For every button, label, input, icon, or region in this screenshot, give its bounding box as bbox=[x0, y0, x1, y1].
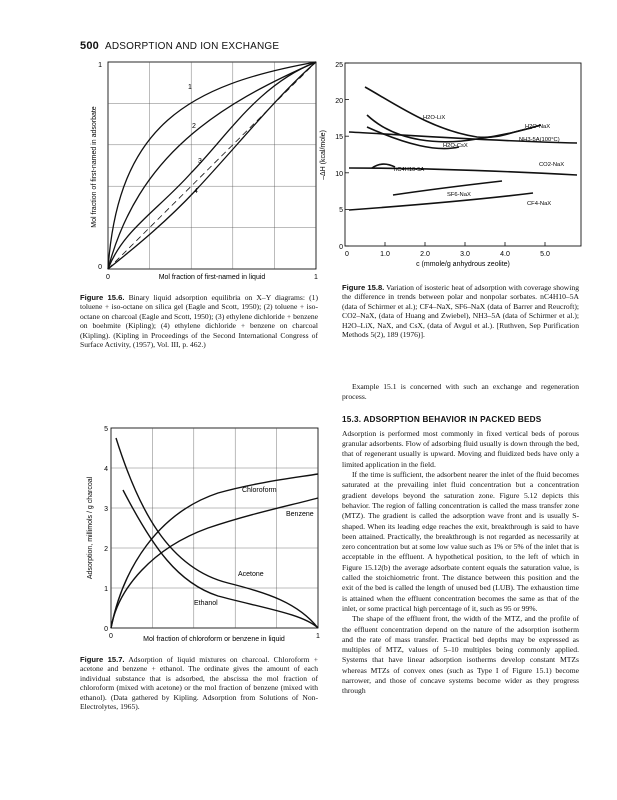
y-tick-20: 20 bbox=[335, 98, 343, 105]
curve-co2-nax bbox=[349, 168, 577, 175]
y-tick-2: 2 bbox=[104, 546, 108, 553]
label-sf6-nax: SF6-NaX bbox=[447, 192, 471, 198]
y-tick-3: 3 bbox=[104, 506, 108, 513]
x-tick-0: 0 bbox=[109, 633, 113, 640]
caption-label: Figure 15.6. bbox=[80, 293, 125, 302]
curve-label-4: 4 bbox=[194, 188, 198, 195]
label-nh3-5a: NH3-5A(100°C) bbox=[519, 137, 560, 143]
plot-frame bbox=[111, 428, 318, 628]
tick-y1: 1 bbox=[98, 62, 102, 69]
curve-label-3: 3 bbox=[198, 158, 202, 165]
x-tick-3: 3.0 bbox=[460, 251, 470, 258]
x-axis-label: Mol fraction of chloroform or benzene in liquid bbox=[143, 636, 285, 643]
grid bbox=[111, 428, 318, 628]
paragraph-3: The shape of the effluent front, the width of the MTZ, and the profile of the effluent concentration depend on the nature of the adsorption isotherm and the rate of mass transfer. Practical bed depths may be expressed as multiples of MTZ, values of 5–10 multiples being commonly applied. Systems that have linear adsorption isotherms develop constant MTZs whereas MTZs of convex ones (such as Type I of Figure 15.1) become narrower, and those of concave systems become wider as they progress through bbox=[342, 614, 579, 696]
caption-label: Figure 15.8. bbox=[342, 283, 385, 292]
label-acetone: Acetone bbox=[238, 571, 264, 578]
paragraph-2: If the time is sufficient, the adsorbent nearer the inlet of the fluid becomes saturated at the prevailing inlet fluid concentration but a concentration gradient develops beyond the saturation zone. Figure 5.12 depicts this behavior. The region of falling concentration is called the mass transfer zone (MTZ). The gradient is called the adsorption wave front and is usually S-shaped. When its leading edge reaches the exit, breakthrough is said to have been attained. Practically, the breakthrough is not regarded as necessarily at zero concentration but at some low value such as 1% or 5% of the inlet that is acceptable in the effluent. A hypothetical position, to the left of which in Figure 15.12(b) the average adsorbate content equals the saturation value, is called the stoichiometric front. The distance between this position and the exit of the bed is called the length of unused bed (LUB). The exhaustion time is attained when the effluent concentration becomes the same as that of the inlet, or some practical high percentage of it, such as 95 or 99%. bbox=[342, 470, 579, 613]
y-tick-5: 5 bbox=[104, 426, 108, 433]
caption-15-6 bbox=[80, 293, 318, 349]
caption-15-7 bbox=[80, 655, 318, 711]
caption-text: Adsorption of liquid mixtures on charcoal. Chloroform + acetone and benzene + ethanol. The ordinate gives the amount of each individual substance that is adsorbed, the abscissa the mol fraction of chloroform (mixed with acetone) or the mol fraction of benzene (mixed with ethanol). (Data gathered by Kipling. Adsorption from Solutions of Non-Electrolytes, 1965). bbox=[80, 655, 318, 712]
caption-text: Variation of isosteric heat of adsorption with coverage showing the difference in trends between polar and nonpolar sorbates. nC4H10–5A (data of Schirmer et al.); CF4–NaX, SF6–NaX (data of Barrer and Reucroft); CO2–NaX, (data of Huang and Zwiebel), NH3–5A (data of Schirmer et al.); H2O–LiX, NaX, and CsX, (data of Avgul et al.). [Ruthven, Sep Purification Methods 5(2), 189 (1976)]. bbox=[342, 283, 579, 340]
x-tick-5: 5.0 bbox=[540, 251, 550, 258]
tick-x1: 1 bbox=[314, 274, 318, 281]
y-axis-label: –ΔH (kcal/mole) bbox=[320, 130, 327, 180]
y-tick-1: 1 bbox=[104, 586, 108, 593]
example-paragraph: Example 15.1 is concerned with such an exchange and regeneration process. bbox=[342, 382, 579, 402]
y-tick-4: 4 bbox=[104, 466, 108, 473]
label-co2-nax: CO2-NaX bbox=[539, 162, 565, 168]
y-tick-5: 5 bbox=[339, 207, 343, 214]
x-tick-2: 2.0 bbox=[420, 251, 430, 258]
running-title: ADSORPTION AND ION EXCHANGE bbox=[104, 41, 280, 52]
label-ethanol: Ethanol bbox=[194, 600, 218, 607]
label-chloroform: Chloroform bbox=[242, 487, 277, 494]
label-h2o-csx: H2O-CsX bbox=[443, 143, 468, 149]
x-axis-label: c (mmole/g anhydrous zeolite) bbox=[416, 261, 510, 268]
label-cf4-nax: CF4-NaX bbox=[527, 201, 552, 207]
label-benzene: Benzene bbox=[286, 511, 314, 518]
page-number: 500 bbox=[80, 40, 99, 52]
figure-15-7 bbox=[78, 418, 328, 650]
x-tick-1: 1 bbox=[316, 633, 320, 640]
y-tick-15: 15 bbox=[335, 134, 343, 141]
right-column bbox=[342, 382, 579, 697]
curve-label-2: 2 bbox=[192, 123, 196, 130]
tick-y0: 0 bbox=[98, 264, 102, 271]
y-tick-25: 25 bbox=[335, 62, 343, 69]
x-axis-label: Mol fraction of first-named in liquid bbox=[158, 274, 266, 281]
x-tick-4: 4.0 bbox=[500, 251, 510, 258]
x-tick-0: 0 bbox=[345, 251, 349, 258]
curve-label-1: 1 bbox=[188, 84, 192, 91]
caption-label: Figure 15.7. bbox=[80, 655, 125, 664]
label-h2o-lix: H2O-LiX bbox=[423, 115, 446, 121]
paragraph-1: Adsorption is performed most commonly in fixed vertical beds of porous granular adsorbents. Flow of adsorbing fluid usually is down through the bed, that of regenerant usually is upward. Moving and fluidized beds have only a limited application in the field. bbox=[342, 428, 579, 469]
curve-cf4-nax bbox=[349, 193, 533, 210]
y-axis-label: Mol fraction of first-named in adsorbate bbox=[91, 106, 98, 228]
label-nc4-5a: nC4H10-5A bbox=[394, 167, 425, 173]
y-tick-0: 0 bbox=[104, 626, 108, 633]
diagonal-line bbox=[108, 62, 316, 269]
plot-frame bbox=[345, 63, 581, 246]
figure-15-6 bbox=[78, 55, 328, 290]
y-axis-label: Adsorption, millimols / g charcoal bbox=[87, 476, 94, 580]
running-header bbox=[80, 40, 279, 52]
section-heading: 15.3. ADSORPTION BEHAVIOR IN PACKED BEDS bbox=[342, 414, 542, 424]
y-tick-10: 10 bbox=[335, 171, 343, 178]
label-h2o-nax: H2O-NaX bbox=[525, 124, 551, 130]
figure-15-8 bbox=[320, 55, 587, 280]
tick-x0: 0 bbox=[106, 274, 110, 281]
caption-15-8 bbox=[342, 283, 579, 339]
y-tick-0: 0 bbox=[339, 244, 343, 251]
x-tick-1: 1.0 bbox=[380, 251, 390, 258]
caption-text: Binary liquid adsorption equilibria on X–Y diagrams: (1) toluene + iso-octane on silica gel (Eagle and Scott, 1950); (2) toluene + iso-octane on charcoal (Eagle and Scott, 1950); (3) ethylene dichloride + benzene on boehmite (Kipling); (4) ethylene dichloride + benzene on charcoal (Kipling). (Kipling in Proceedings of the Second International Congress of Surface Activity, (1957), Vol. III, p. 462.) bbox=[80, 293, 318, 350]
